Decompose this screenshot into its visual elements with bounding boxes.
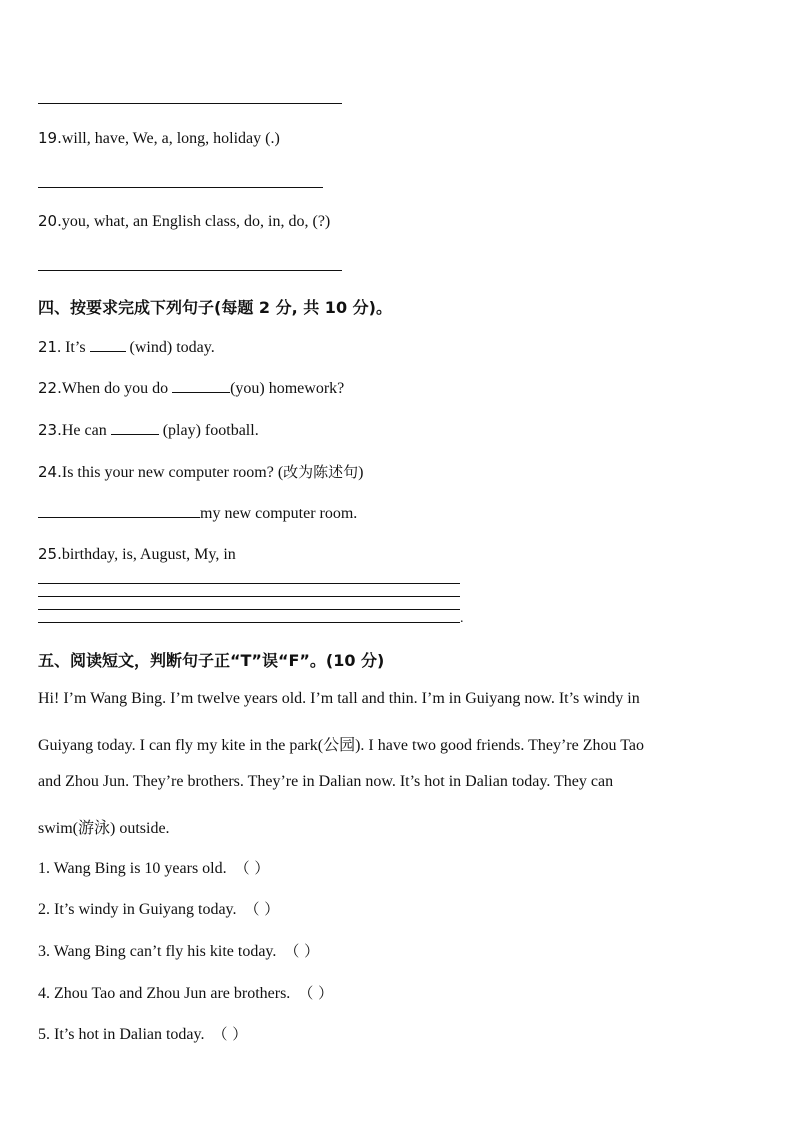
- question-text: Is this your new computer room? (: [61, 464, 284, 481]
- fill-blank-22[interactable]: [172, 378, 230, 393]
- statement-text: 3. Wang Bing can’t fly his kite today.: [38, 943, 277, 960]
- instruction-text: 改为陈述句: [283, 463, 359, 481]
- question-text: . It’s: [57, 339, 90, 356]
- answer-line-25-a[interactable]: [38, 583, 460, 584]
- answer-parentheses[interactable]: （ ）: [212, 1025, 248, 1043]
- question-text: When do you do: [61, 380, 173, 397]
- passage-line-4: swim(游泳) outside.: [38, 820, 170, 837]
- fill-blank-21[interactable]: [90, 337, 126, 352]
- question-21: [38, 337, 215, 357]
- statement-text: 1. Wang Bing is 10 years old.: [38, 860, 227, 877]
- question-24-answer: [38, 503, 357, 523]
- passage-line-2: Guiyang today. I can fly my kite in the park(公园). I have two good friends. They’re Zhou Tao: [38, 737, 644, 754]
- answer-parentheses[interactable]: （ ）: [244, 900, 280, 918]
- question-25: [38, 545, 236, 564]
- question-text: will, have, We, a, long, holiday (.): [61, 130, 280, 147]
- section-5-heading: 五、阅读短文，判断句子正“T”误“F”。(10 分): [38, 651, 385, 670]
- statement-3: [38, 940, 319, 961]
- answer-line-19[interactable]: [38, 187, 323, 188]
- answer-parentheses[interactable]: （ ）: [234, 859, 270, 877]
- question-20: [38, 212, 330, 231]
- question-text: birthday, is, August, My, in: [61, 546, 236, 563]
- passage-line-3: and Zhou Jun. They’re brothers. They’re in Dalian now. It’s hot in Dalian today. They can: [38, 773, 614, 790]
- question-text: (wind) today.: [125, 339, 215, 356]
- section-4-heading: 四、按要求完成下列句子(每题 2 分, 共 10 分)。: [38, 298, 392, 317]
- statement-text: 2. It’s windy in Guiyang today.: [38, 901, 237, 918]
- statement-5: [38, 1023, 247, 1044]
- answer-line-25-d[interactable]: [38, 622, 460, 623]
- question-number: 21: [38, 338, 58, 356]
- passage-line-1: Hi! I’m Wang Bing. I’m twelve years old. I’m tall and thin. I’m in Guiyang now. It’s windy in: [38, 690, 640, 707]
- question-number: 20.: [38, 212, 62, 230]
- answer-line-18[interactable]: [38, 103, 342, 104]
- question-text: (play) football.: [158, 422, 259, 439]
- question-text: (you) homework?: [230, 380, 345, 397]
- answer-period: .: [460, 611, 464, 626]
- question-19: [38, 129, 280, 148]
- question-text: He can: [61, 422, 111, 439]
- answer-suffix: my new computer room.: [200, 505, 358, 522]
- question-23: [38, 420, 259, 440]
- question-number: 19.: [38, 129, 62, 147]
- question-text: you, what, an English class, do, in, do, (?): [61, 213, 331, 230]
- statement-2: [38, 898, 279, 919]
- statement-text: 5. It’s hot in Dalian today.: [38, 1026, 205, 1043]
- question-text: ): [358, 464, 364, 481]
- statement-4: [38, 982, 333, 1003]
- statement-text: 4. Zhou Tao and Zhou Jun are brothers.: [38, 985, 291, 1002]
- answer-parentheses[interactable]: （ ）: [284, 942, 320, 960]
- question-number: 25.: [38, 545, 62, 563]
- fill-blank-24[interactable]: [38, 503, 200, 518]
- fill-blank-23[interactable]: [111, 420, 159, 435]
- answer-parentheses[interactable]: （ ）: [298, 984, 334, 1002]
- answer-line-25-b[interactable]: [38, 596, 460, 597]
- answer-line-25-c[interactable]: [38, 609, 460, 610]
- statement-1: [38, 857, 269, 878]
- question-24: [38, 461, 363, 482]
- answer-line-20[interactable]: [38, 270, 342, 271]
- question-number: 22.: [38, 379, 62, 397]
- question-22: [38, 378, 344, 398]
- question-number: 23.: [38, 421, 62, 439]
- question-number: 24.: [38, 463, 62, 481]
